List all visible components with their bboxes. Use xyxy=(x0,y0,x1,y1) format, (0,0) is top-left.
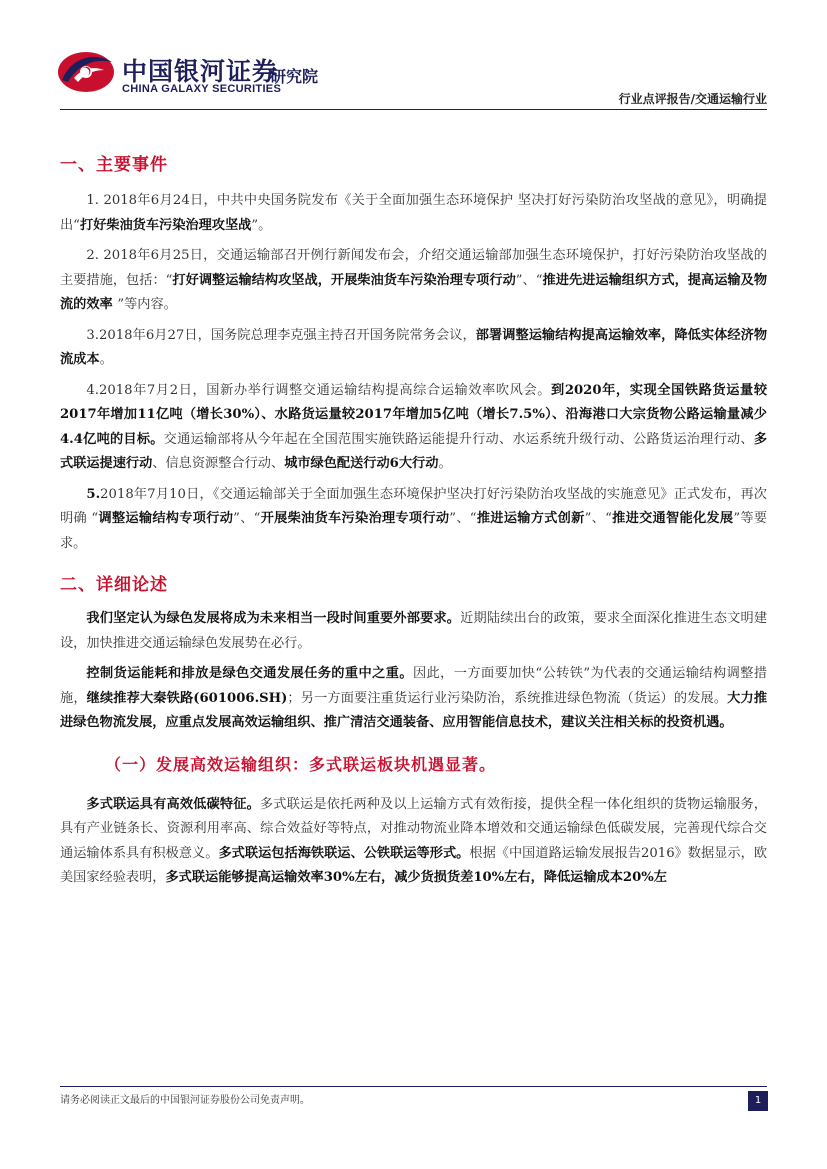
galaxy-logo-icon xyxy=(52,46,116,98)
text-run: 4.2018年7月2日，国新办举行调整交通运输结构提高综合运输效率吹风会。 xyxy=(86,382,552,398)
section-heading-main-events: 一、主要事件 xyxy=(60,155,168,175)
bold-text-run: 多式联运具有高效低碳特征。 xyxy=(86,796,260,812)
text-run: 多式联运是依托两种及以上运输方式有效衔接，提供全程一体化组织的货物运输服务，具有产业链条长、资源利用率高、综合效益好等特点，对推动物流业降本增效和交通运输绿色低碳发展，完善现代综合交通运输体系具有积极意义。 xyxy=(60,796,767,861)
bold-text-run: 推进交通智能化发展 xyxy=(611,511,734,526)
section-heading-discussion: 二、详细论述 xyxy=(60,575,168,595)
text-run: 因此，一方面要加快“公转铁”为代表的交通运输结构调整措施， xyxy=(60,666,768,706)
text-run: 。 xyxy=(438,456,452,471)
text-run: 交通运输部将从今年起在全国范围实施铁路运能提升行动、水运系统升级行动、公路货运治理行动、 xyxy=(163,431,754,447)
paragraph-discussion-1 xyxy=(60,607,767,656)
page-number: 1 xyxy=(748,1091,768,1111)
text-run: ”等要求。 xyxy=(60,511,768,551)
header-divider xyxy=(60,109,767,110)
bold-text-run: 大力推进绿色物流发展，应重点发展高效运输组织、推广清洁交通装备、应用智能信息技术，建议关注相关标的投资机遇。 xyxy=(60,690,768,730)
report-type-label: 行业点评报告/交通运输行业 xyxy=(618,92,767,106)
text-run: 根据《中国道路运输发展报告2016》数据显示，欧美国家经验表明， xyxy=(60,845,768,885)
paragraph-event-5 xyxy=(60,483,767,557)
text-run: ”等内容。 xyxy=(117,297,177,312)
text-run: ”、“ xyxy=(584,511,612,526)
paragraph-event-3 xyxy=(60,324,767,373)
bold-text-run: 推进先进运输组织方式，提高运输及物流的效率 xyxy=(60,272,768,312)
bold-text-run: 打好调整运输结构攻坚战，开展柴油货车污染治理专项行动 xyxy=(172,272,516,288)
bold-text-run: 多式联运提速行动 xyxy=(60,431,767,471)
paragraph-event-4 xyxy=(60,379,767,477)
company-name-en: CHINA GALAXY SECURITIES xyxy=(122,83,282,95)
bold-text-run: 推进运输方式创新 xyxy=(476,511,585,526)
bold-text-run: 多式联运能够提高运输效率30%左右，减少货损货差10%左右，降低运输成本20%左 xyxy=(165,870,667,885)
subsection-heading-multimodal: （一）发展高效运输组织：多式联运板块机遇显著。 xyxy=(105,754,497,774)
bold-text-run: 我们坚定认为绿色发展将成为未来相当一段时间重要外部要求。 xyxy=(86,611,461,626)
text-run: 、信息资源整合行动、 xyxy=(152,456,285,471)
paragraph-discussion-2 xyxy=(60,662,767,736)
text-run: ”、“ xyxy=(449,511,477,526)
bold-text-run: 到2020年，实现全国铁路货运量较2017年增加11亿吨（增长30%）、水路货运量较2017年增加5亿吨（增长7.5%）、沿海港口大宗货物公路运输量减少4.4亿吨的目标。 xyxy=(60,382,768,447)
bold-text-run: 城市绿色配送行动6大行动 xyxy=(284,456,439,471)
text-run: ”。 xyxy=(251,217,272,233)
page-header xyxy=(0,0,827,110)
text-run: ”、“ xyxy=(233,511,261,526)
text-run: ；另一方面要注重货运行业污染防治，系统推进绿色物流（货运）的发展。 xyxy=(287,690,728,706)
text-run: 1. 2018年6月24日，中共中央国务院发布《关于全面加强生态环境保护 坚决打好污染防治攻坚战的意见》，明确提出“ xyxy=(60,193,767,233)
bold-text-run: 打好柴油货车污染治理攻坚战 xyxy=(79,217,252,233)
report-body xyxy=(60,150,767,891)
paragraph-event-1 xyxy=(60,189,767,238)
institute-label: 研究院 xyxy=(270,67,319,86)
text-run: 2018年7月10日，《交通运输部关于全面加强生态环境保护坚决打好污染防治攻坚战的实施意见》正式发布，再次明确 “ xyxy=(60,486,767,526)
company-name-cn: 中国银河证券 xyxy=(122,57,279,86)
bold-text-run: 控制货运能耗和排放是绿色交通发展任务的重中之重。 xyxy=(86,666,413,681)
text-run: 3.2018年6月27日，国务院总理李克强主持召开国务院常务会议， xyxy=(86,327,476,343)
bold-text-run: 多式联运包括海铁联运、公铁联运等形式。 xyxy=(218,845,470,861)
bold-text-run: 继续推荐大秦铁路(601006.SH) xyxy=(86,690,288,706)
text-run: ”、“ xyxy=(515,272,543,288)
bold-text-run: 开展柴油货车污染治理专项行动 xyxy=(260,511,450,526)
text-run: 近期陆续出台的政策，要求全面深化推进生态文明建设，加快推进交通运输绿色发展势在必行。 xyxy=(60,611,768,651)
bold-text-run: 部署调整运输结构提高运输效率，降低实体经济物流成本 xyxy=(60,327,768,367)
text-run: 。 xyxy=(99,352,113,367)
disclaimer-note: 请务必阅读正文最后的中国银河证券股份公司免责声明。 xyxy=(60,1095,310,1106)
bold-text-run: 5. xyxy=(86,486,101,502)
footer-divider xyxy=(60,1086,767,1087)
bold-text-run: 调整运输结构专项行动 xyxy=(98,511,234,526)
paragraph-multimodal xyxy=(60,793,767,891)
text-run: 2. 2018年6月25日，交通运输部召开例行新闻发布会，介绍交通运输部加强生态环境保护，打好污染防治攻坚战的主要措施，包括：“ xyxy=(60,248,767,288)
paragraph-event-2 xyxy=(60,244,767,318)
